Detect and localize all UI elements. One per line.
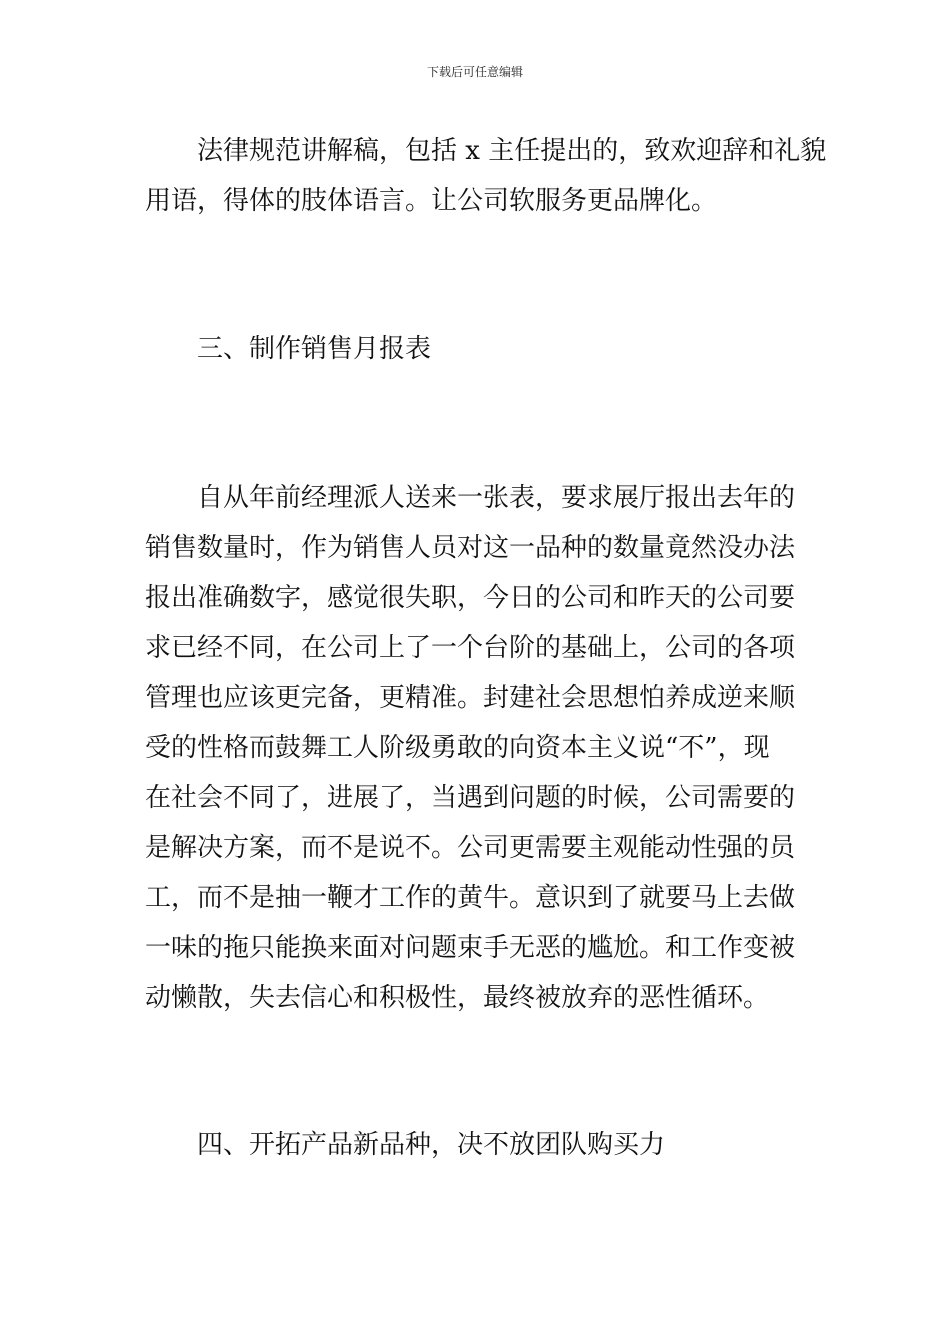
paragraph-line: 一味的拖只能换来面对问题束手无恶的尴尬。和工作变被 [145,933,796,963]
paragraph-line: 求已经不同，在公司上了一个台阶的基础上，公司的各项 [145,633,796,663]
section-heading-4: 四、开拓产品新品种，决不放团队购买力 [197,1130,666,1160]
section-heading-3: 三、制作销售月报表 [197,334,432,364]
paragraph-line: 动懒散，失去信心和积极性，最终被放弃的恶性循环。 [145,983,770,1013]
page-header: 下载后可任意编辑 [426,65,523,79]
paragraph-line: 是解决方案，而不是说不。公司更需要主观能动性强的员 [145,833,796,863]
paragraph-line: 法律规范讲解稿，包括 x 主任提出的，致欢迎辞和礼貌 [197,136,827,166]
paragraph-line: 报出准确数字，感觉很失职，今日的公司和昨天的公司要 [145,583,796,613]
paragraph-line: 在社会不同了，进展了，当遇到问题的时候，公司需要的 [145,783,796,813]
paragraph-line: 管理也应该更完备，更精准。封建社会思想怕养成逆来顺 [145,683,796,713]
paragraph-line: 受的性格而鼓舞工人阶级勇敢的向资本主义说“不”，现 [145,733,770,763]
paragraph-line: 自从年前经理派人送来一张表，要求展厅报出去年的 [197,483,796,513]
paragraph-line: 工，而不是抽一鞭才工作的黄牛。意识到了就要马上去做 [145,883,796,913]
paragraph-line: 用语，得体的肢体语言。让公司软服务更品牌化。 [145,186,718,216]
paragraph-line: 销售数量时，作为销售人员对这一品种的数量竟然没办法 [145,533,796,563]
